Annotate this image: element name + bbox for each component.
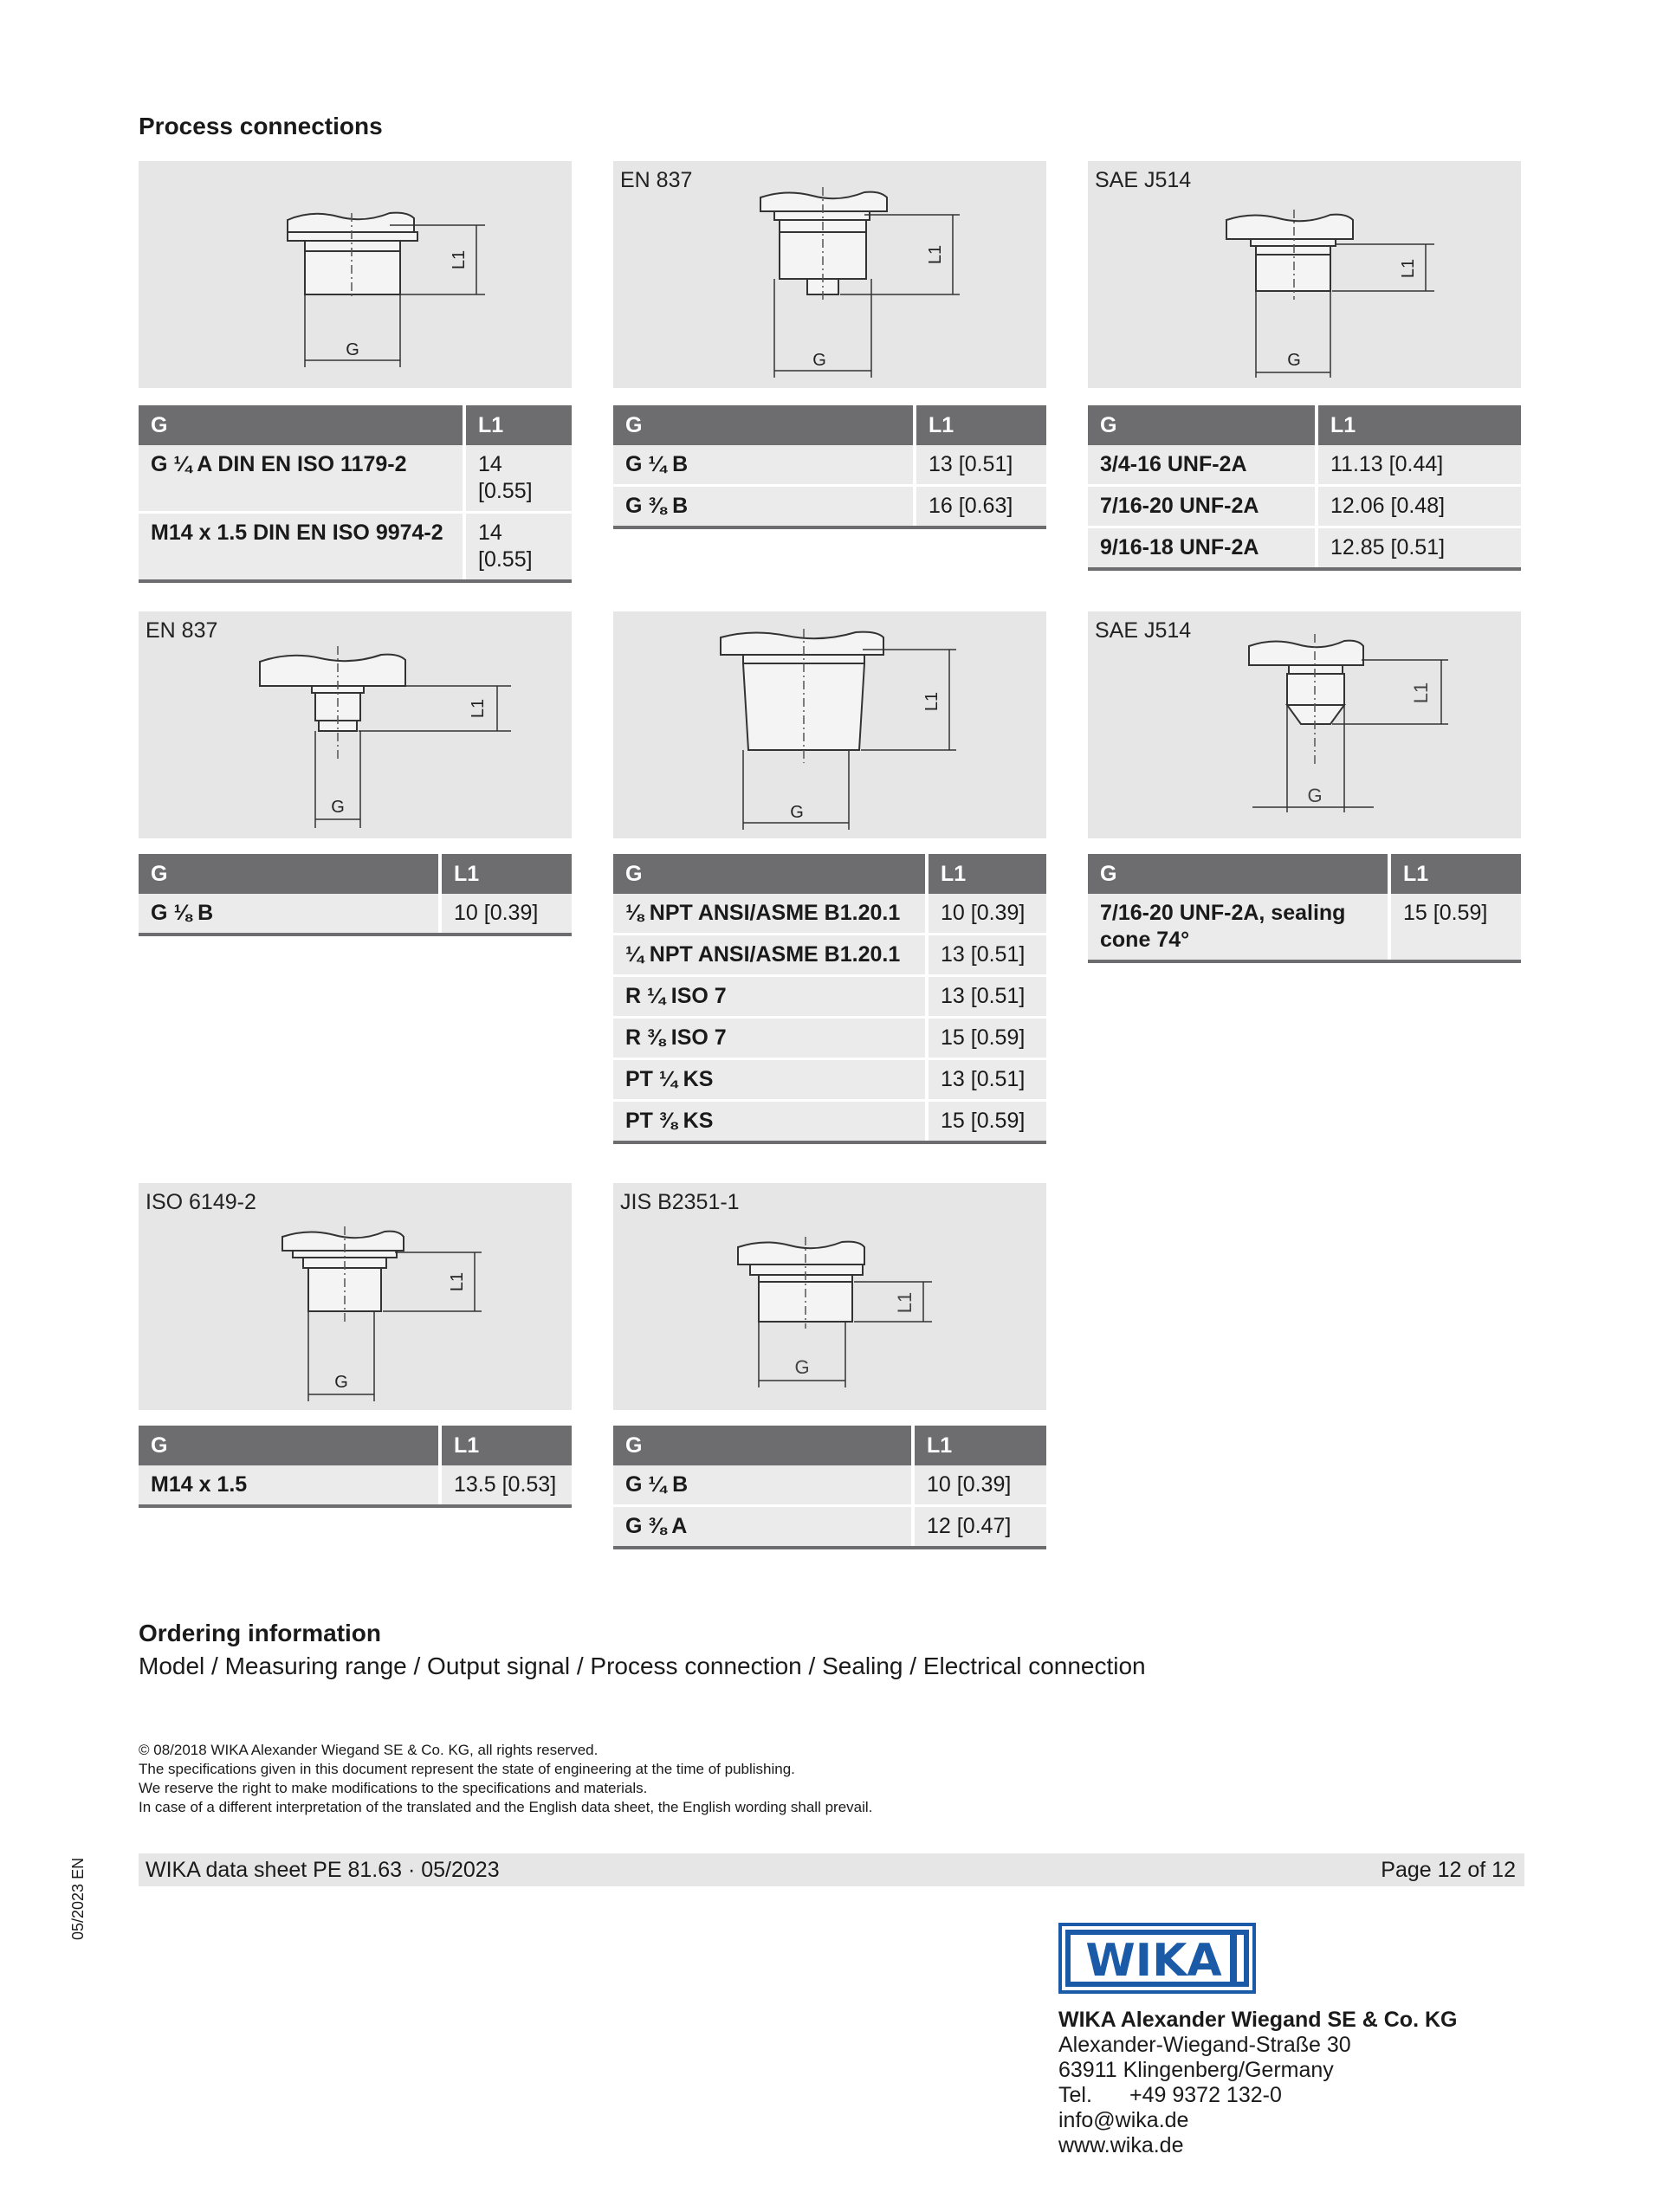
connection-type: PT ¼ KS: [613, 1059, 927, 1101]
connection-type: 7/16-20 UNF-2A: [1088, 486, 1317, 527]
length-l1: 15 [0.59]: [927, 1101, 1046, 1143]
length-l1: 12 [0.47]: [913, 1506, 1046, 1549]
column-header-g: G: [613, 405, 915, 445]
side-edition-code: 05/2023 EN: [69, 1857, 87, 1940]
table-row: [1088, 894, 1521, 961]
table-row: [139, 894, 572, 935]
svg-text:WIKA: WIKA: [1085, 1935, 1222, 1987]
wika-logo: [1058, 1923, 1256, 1994]
table-row: [1088, 486, 1521, 527]
connection-type: G ⅜ B: [613, 486, 915, 528]
column-header-g: G: [613, 854, 927, 894]
data-sheet-reference: WIKA data sheet PE 81.63 · 05/2023: [146, 1858, 500, 1882]
connection-type: 9/16-18 UNF-2A: [1088, 527, 1317, 570]
table-row: [613, 894, 1046, 935]
table-row: [1088, 445, 1521, 486]
length-l1: 12.06 [0.48]: [1317, 486, 1521, 527]
connection-type: G ⅜ A: [613, 1506, 913, 1549]
fitting-drawing: [139, 611, 572, 838]
svg-text:L1: L1: [450, 249, 469, 270]
drawing-iso-6149-2: [139, 1183, 572, 1410]
fitting-drawing: [139, 161, 572, 388]
svg-text:G: G: [1307, 785, 1323, 806]
column-header-l1: L1: [927, 854, 1046, 894]
column-header-l1: L1: [1317, 405, 1521, 445]
drawing-din-en-iso-1179: [139, 161, 572, 388]
svg-text:G: G: [331, 798, 345, 817]
column-header-l1: L1: [440, 1426, 572, 1465]
table-row: [139, 513, 572, 582]
spec-table: [139, 854, 572, 936]
drawing-en-837-small: [139, 611, 572, 838]
column-header-l1: L1: [915, 405, 1046, 445]
spec-table: [613, 854, 1046, 1144]
fitting-drawing: [613, 1183, 1046, 1410]
length-l1: 13 [0.51]: [927, 935, 1046, 976]
drawing-npt: [613, 611, 1046, 838]
fitting-drawing: [139, 1183, 572, 1410]
table-row: [613, 445, 1046, 486]
length-l1: 15 [0.59]: [1389, 894, 1521, 961]
connection-type: G ¼ A DIN EN ISO 1179-2: [139, 445, 464, 513]
connection-type: G ⅛ B: [139, 894, 440, 935]
column-header-l1: L1: [440, 854, 572, 894]
table-row: [139, 445, 572, 513]
figure-label: JIS B2351-1: [620, 1190, 740, 1214]
ordering-information-title: Ordering information: [139, 1620, 381, 1646]
page-number: Page 12 of 12: [1381, 1858, 1516, 1882]
figure-label: ISO 6149-2: [146, 1190, 256, 1214]
table-row: [613, 1018, 1046, 1059]
svg-text:G: G: [334, 1373, 348, 1392]
company-name: WIKA Alexander Wiegand SE & Co. KG: [1058, 2008, 1458, 2032]
connection-type: ⅛ NPT ANSI/ASME B1.20.1: [613, 894, 927, 935]
company-phone: [1058, 2083, 1457, 2108]
connection-type: R ¼ ISO 7: [613, 976, 927, 1018]
phone-number: +49 9372 132-0: [1129, 2083, 1282, 2107]
table-row: [613, 486, 1046, 528]
connection-type: R ⅜ ISO 7: [613, 1018, 927, 1059]
svg-text:L1: L1: [922, 691, 942, 712]
column-header-g: G: [139, 1426, 440, 1465]
legal-line: In case of a different interpretation of the translated and the English data sheet, the English wording shall prevail.: [139, 1799, 873, 1815]
fitting-drawing: [613, 611, 1046, 838]
column-header-g: G: [139, 854, 440, 894]
legal-notice: [139, 1741, 872, 1817]
column-header-g: G: [139, 405, 464, 445]
figure-label: SAE J514: [1095, 618, 1192, 643]
svg-text:G: G: [346, 340, 359, 359]
svg-text:L1: L1: [469, 698, 488, 719]
table-row: [613, 1506, 1046, 1549]
spec-table: [139, 1426, 572, 1508]
company-website[interactable]: www.wika.de: [1058, 2133, 1184, 2157]
svg-text:L1: L1: [1410, 682, 1432, 704]
drawing-jis-b2351-1: [613, 1183, 1046, 1410]
footer-bar: [139, 1853, 1524, 1886]
drawing-en-837: [613, 161, 1046, 388]
column-header-g: G: [1088, 405, 1317, 445]
length-l1: 13.5 [0.53]: [440, 1465, 572, 1506]
spec-table: [613, 405, 1046, 529]
svg-text:L1: L1: [1399, 258, 1418, 279]
fitting-drawing: [1088, 611, 1521, 838]
column-header-l1: L1: [464, 405, 572, 445]
connection-type: PT ⅜ KS: [613, 1101, 927, 1143]
figure-label: EN 837: [620, 168, 693, 192]
table-row: [613, 976, 1046, 1018]
fitting-drawing: [1088, 161, 1521, 388]
svg-text:G: G: [1287, 351, 1301, 370]
length-l1: 12.85 [0.51]: [1317, 527, 1521, 570]
connection-type: G ¼ B: [613, 445, 915, 486]
legal-line: The specifications given in this document represent the state of engineering at the time of publishing.: [139, 1761, 795, 1777]
length-l1: 14 [0.55]: [464, 513, 572, 582]
legal-line: We reserve the right to make modifications to the specifications and materials.: [139, 1780, 648, 1796]
table-row: [613, 1465, 1046, 1506]
length-l1: 13 [0.51]: [915, 445, 1046, 486]
svg-text:L1: L1: [926, 244, 945, 265]
connection-type: ¼ NPT ANSI/ASME B1.20.1: [613, 935, 927, 976]
connection-type: G ¼ B: [613, 1465, 913, 1506]
connection-type: 3/4-16 UNF-2A: [1088, 445, 1317, 486]
length-l1: 14 [0.55]: [464, 445, 572, 513]
length-l1: 15 [0.59]: [927, 1018, 1046, 1059]
column-header-g: G: [1088, 854, 1389, 894]
table-row: [1088, 527, 1521, 570]
length-l1: 13 [0.51]: [927, 1059, 1046, 1101]
length-l1: 10 [0.39]: [927, 894, 1046, 935]
column-header-l1: L1: [913, 1426, 1046, 1465]
svg-text:L1: L1: [448, 1271, 467, 1292]
length-l1: 10 [0.39]: [440, 894, 572, 935]
column-header-g: G: [613, 1426, 913, 1465]
column-header-l1: L1: [1389, 854, 1521, 894]
spec-table: [139, 405, 572, 583]
phone-label: Tel.: [1058, 2083, 1092, 2107]
table-row: [613, 935, 1046, 976]
connection-type: M14 x 1.5 DIN EN ISO 9974-2: [139, 513, 464, 582]
section-title-process-connections: Process connections: [139, 113, 383, 139]
length-l1: 10 [0.39]: [913, 1465, 1046, 1506]
drawing-sae-j514: [1088, 161, 1521, 388]
spec-table: [613, 1426, 1046, 1549]
figure-label: SAE J514: [1095, 168, 1192, 192]
spec-table: [1088, 854, 1521, 963]
length-l1: 13 [0.51]: [927, 976, 1046, 1018]
svg-text:G: G: [812, 351, 826, 370]
connection-type: 7/16-20 UNF-2A, sealing cone 74°: [1088, 894, 1389, 961]
ordering-information-text: Model / Measuring range / Output signal / Process connection / Sealing / Electrical connection: [139, 1653, 1146, 1679]
table-row: [613, 1059, 1046, 1101]
svg-text:G: G: [790, 803, 804, 822]
figure-label: EN 837: [146, 618, 218, 643]
table-row: [613, 1101, 1046, 1143]
company-email[interactable]: info@wika.de: [1058, 2108, 1189, 2132]
length-l1: 11.13 [0.44]: [1317, 445, 1521, 486]
connection-type: M14 x 1.5: [139, 1465, 440, 1506]
length-l1: 16 [0.63]: [915, 486, 1046, 528]
svg-text:G: G: [794, 1356, 810, 1378]
table-row: [139, 1465, 572, 1506]
spec-table: [1088, 405, 1521, 571]
legal-line: © 08/2018 WIKA Alexander Wiegand SE & Co. KG, all rights reserved.: [139, 1742, 599, 1758]
company-city: 63911 Klingenberg/Germany: [1058, 2058, 1334, 2082]
company-street: Alexander-Wiegand-Straße 30: [1058, 2033, 1351, 2057]
svg-text:L1: L1: [894, 1291, 916, 1314]
company-address: [1058, 2008, 1457, 2158]
drawing-sae-j514-cone: [1088, 611, 1521, 838]
fitting-drawing: [613, 161, 1046, 388]
